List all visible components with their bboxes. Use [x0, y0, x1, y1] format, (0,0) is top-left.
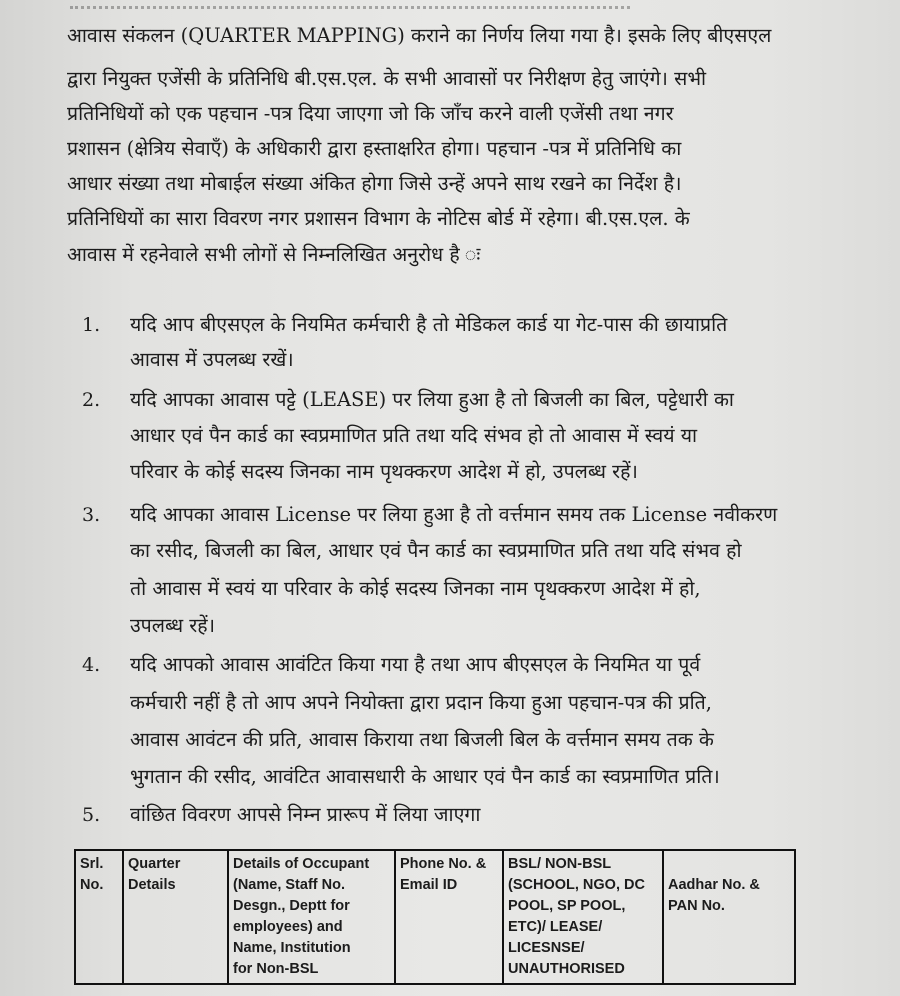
header-text: BSL/ NON-BSL [508, 856, 612, 872]
list-line: उपलब्ध रहें। [130, 614, 216, 637]
header-text: POOL, SP POOL, [508, 898, 626, 914]
list-line: आवास आवंटन की प्रति, आवास किराया तथा बिजली बिल के वर्त्तमान समय तक के [130, 728, 714, 751]
cut-off-top-line [70, 0, 630, 9]
header-text: Quarter [128, 856, 181, 872]
list-line: यदि आपका आवास License पर लिया हुआ है तो वर्त्तमान समय तक License नवीकरण [130, 503, 778, 526]
header-phone-email [395, 850, 503, 984]
header-text: Details of Occupant [233, 856, 370, 872]
list-number: 3. [82, 504, 101, 526]
list-line: कर्मचारी नहीं है तो आप अपने नियोक्ता द्वारा प्रदान किया हुआ पहचान-पत्र की प्रति, [130, 691, 712, 714]
list-number: 2. [82, 389, 101, 411]
list-line: यदि आप बीएसएल के नियमित कर्मचारी है तो मेडिकल कार्ड या गेट-पास की छायाप्रति [130, 313, 728, 336]
header-text: PAN No. [668, 898, 725, 914]
paragraph-line: आवास में रहनेवाले सभी लोगों से निम्नलिखित अनुरोध है ः [67, 243, 481, 266]
header-text: Phone No. & [400, 856, 487, 872]
list-line: आवास में उपलब्ध रखें। [130, 348, 294, 371]
header-text: Details [128, 877, 176, 893]
list-line: वांछित विवरण आपसे निम्न प्रारूप में लिया जाएगा [130, 803, 481, 826]
header-aadhar-pan [663, 850, 795, 984]
list-line: परिवार के कोई सदस्य जिनका नाम पृथक्करण आदेश में हो, उपलब्ध रहें। [130, 460, 638, 483]
header-text: Srl. [80, 856, 104, 872]
paragraph-line: आधार संख्या तथा मोबाईल संख्या अंकित होगा जिसे उन्हें अपने साथ रखने का निर्देश है। [67, 172, 682, 195]
header-occupant-details [228, 850, 395, 984]
paragraph-line: आवास संकलन (QUARTER MAPPING) कराने का निर्णय लिया गया है। इसके लिए बीएसएल [67, 24, 772, 47]
table-header-row [75, 850, 795, 984]
list-line: आधार एवं पैन कार्ड का स्वप्रमाणित प्रति तथा यदि संभव हो तो आवास में स्वयं या [130, 424, 698, 447]
header-text: Email ID [400, 877, 458, 893]
list-line: तो आवास में स्वयं या परिवार के कोई सदस्य जिनका नाम पृथक्करण आदेश में हो, [130, 577, 701, 600]
header-text: (Name, Staff No. [233, 877, 345, 893]
header-text: ETC)/ LEASE/ [508, 919, 603, 935]
header-text: LICESNSE/ [508, 940, 585, 956]
details-format-table [74, 849, 796, 985]
header-text: Name, Institution [233, 940, 351, 956]
header-text: (SCHOOL, NGO, DC [508, 877, 645, 893]
list-line: यदि आपका आवास पट्टे (LEASE) पर लिया हुआ है तो बिजली का बिल, पट्टेधारी का [130, 388, 734, 411]
header-bsl-category [503, 850, 663, 984]
list-line: का रसीद, बिजली का बिल, आधार एवं पैन कार्ड का स्वप्रमाणित प्रति तथा यदि संभव हो [130, 539, 742, 562]
list-number: 4. [82, 654, 101, 676]
header-text: for Non-BSL [233, 961, 319, 977]
list-number: 5. [82, 804, 101, 826]
paragraph-line: प्रशासन (क्षेत्रिय सेवाएँ) के अधिकारी द्वारा हस्ताक्षरित होगा। पहचान -पत्र में प्रतिनिधि का [67, 137, 682, 160]
header-text: Desgn., Deptt for [233, 898, 350, 914]
header-text: UNAUTHORISED [508, 961, 625, 977]
list-line: भुगतान की रसीद, आवंटित आवासधारी के आधार एवं पैन कार्ड का स्वप्रमाणित प्रति। [130, 765, 720, 788]
header-quarter-details [123, 850, 228, 984]
paragraph-line: प्रतिनिधियों का सारा विवरण नगर प्रशासन विभाग के नोटिस बोर्ड में रहेगा। बी.एस.एल. के [67, 207, 690, 230]
header-srl-no [75, 850, 123, 984]
list-number: 1. [82, 314, 101, 336]
list-line: यदि आपको आवास आवंटित किया गया है तथा आप बीएसएल के नियमित या पूर्व [130, 653, 701, 676]
paragraph-line: प्रतिनिधियों को एक पहचान -पत्र दिया जाएगा जो कि जाँच करने वाली एजेंसी तथा नगर [67, 102, 674, 125]
paragraph-line: द्वारा नियुक्त एजेंसी के प्रतिनिधि बी.एस.एल. के सभी आवासों पर निरीक्षण हेतु जाएंगे। सभी [67, 67, 707, 90]
header-text: No. [80, 877, 104, 893]
header-text: employees) and [233, 919, 343, 935]
header-text: Aadhar No. & [668, 877, 760, 893]
